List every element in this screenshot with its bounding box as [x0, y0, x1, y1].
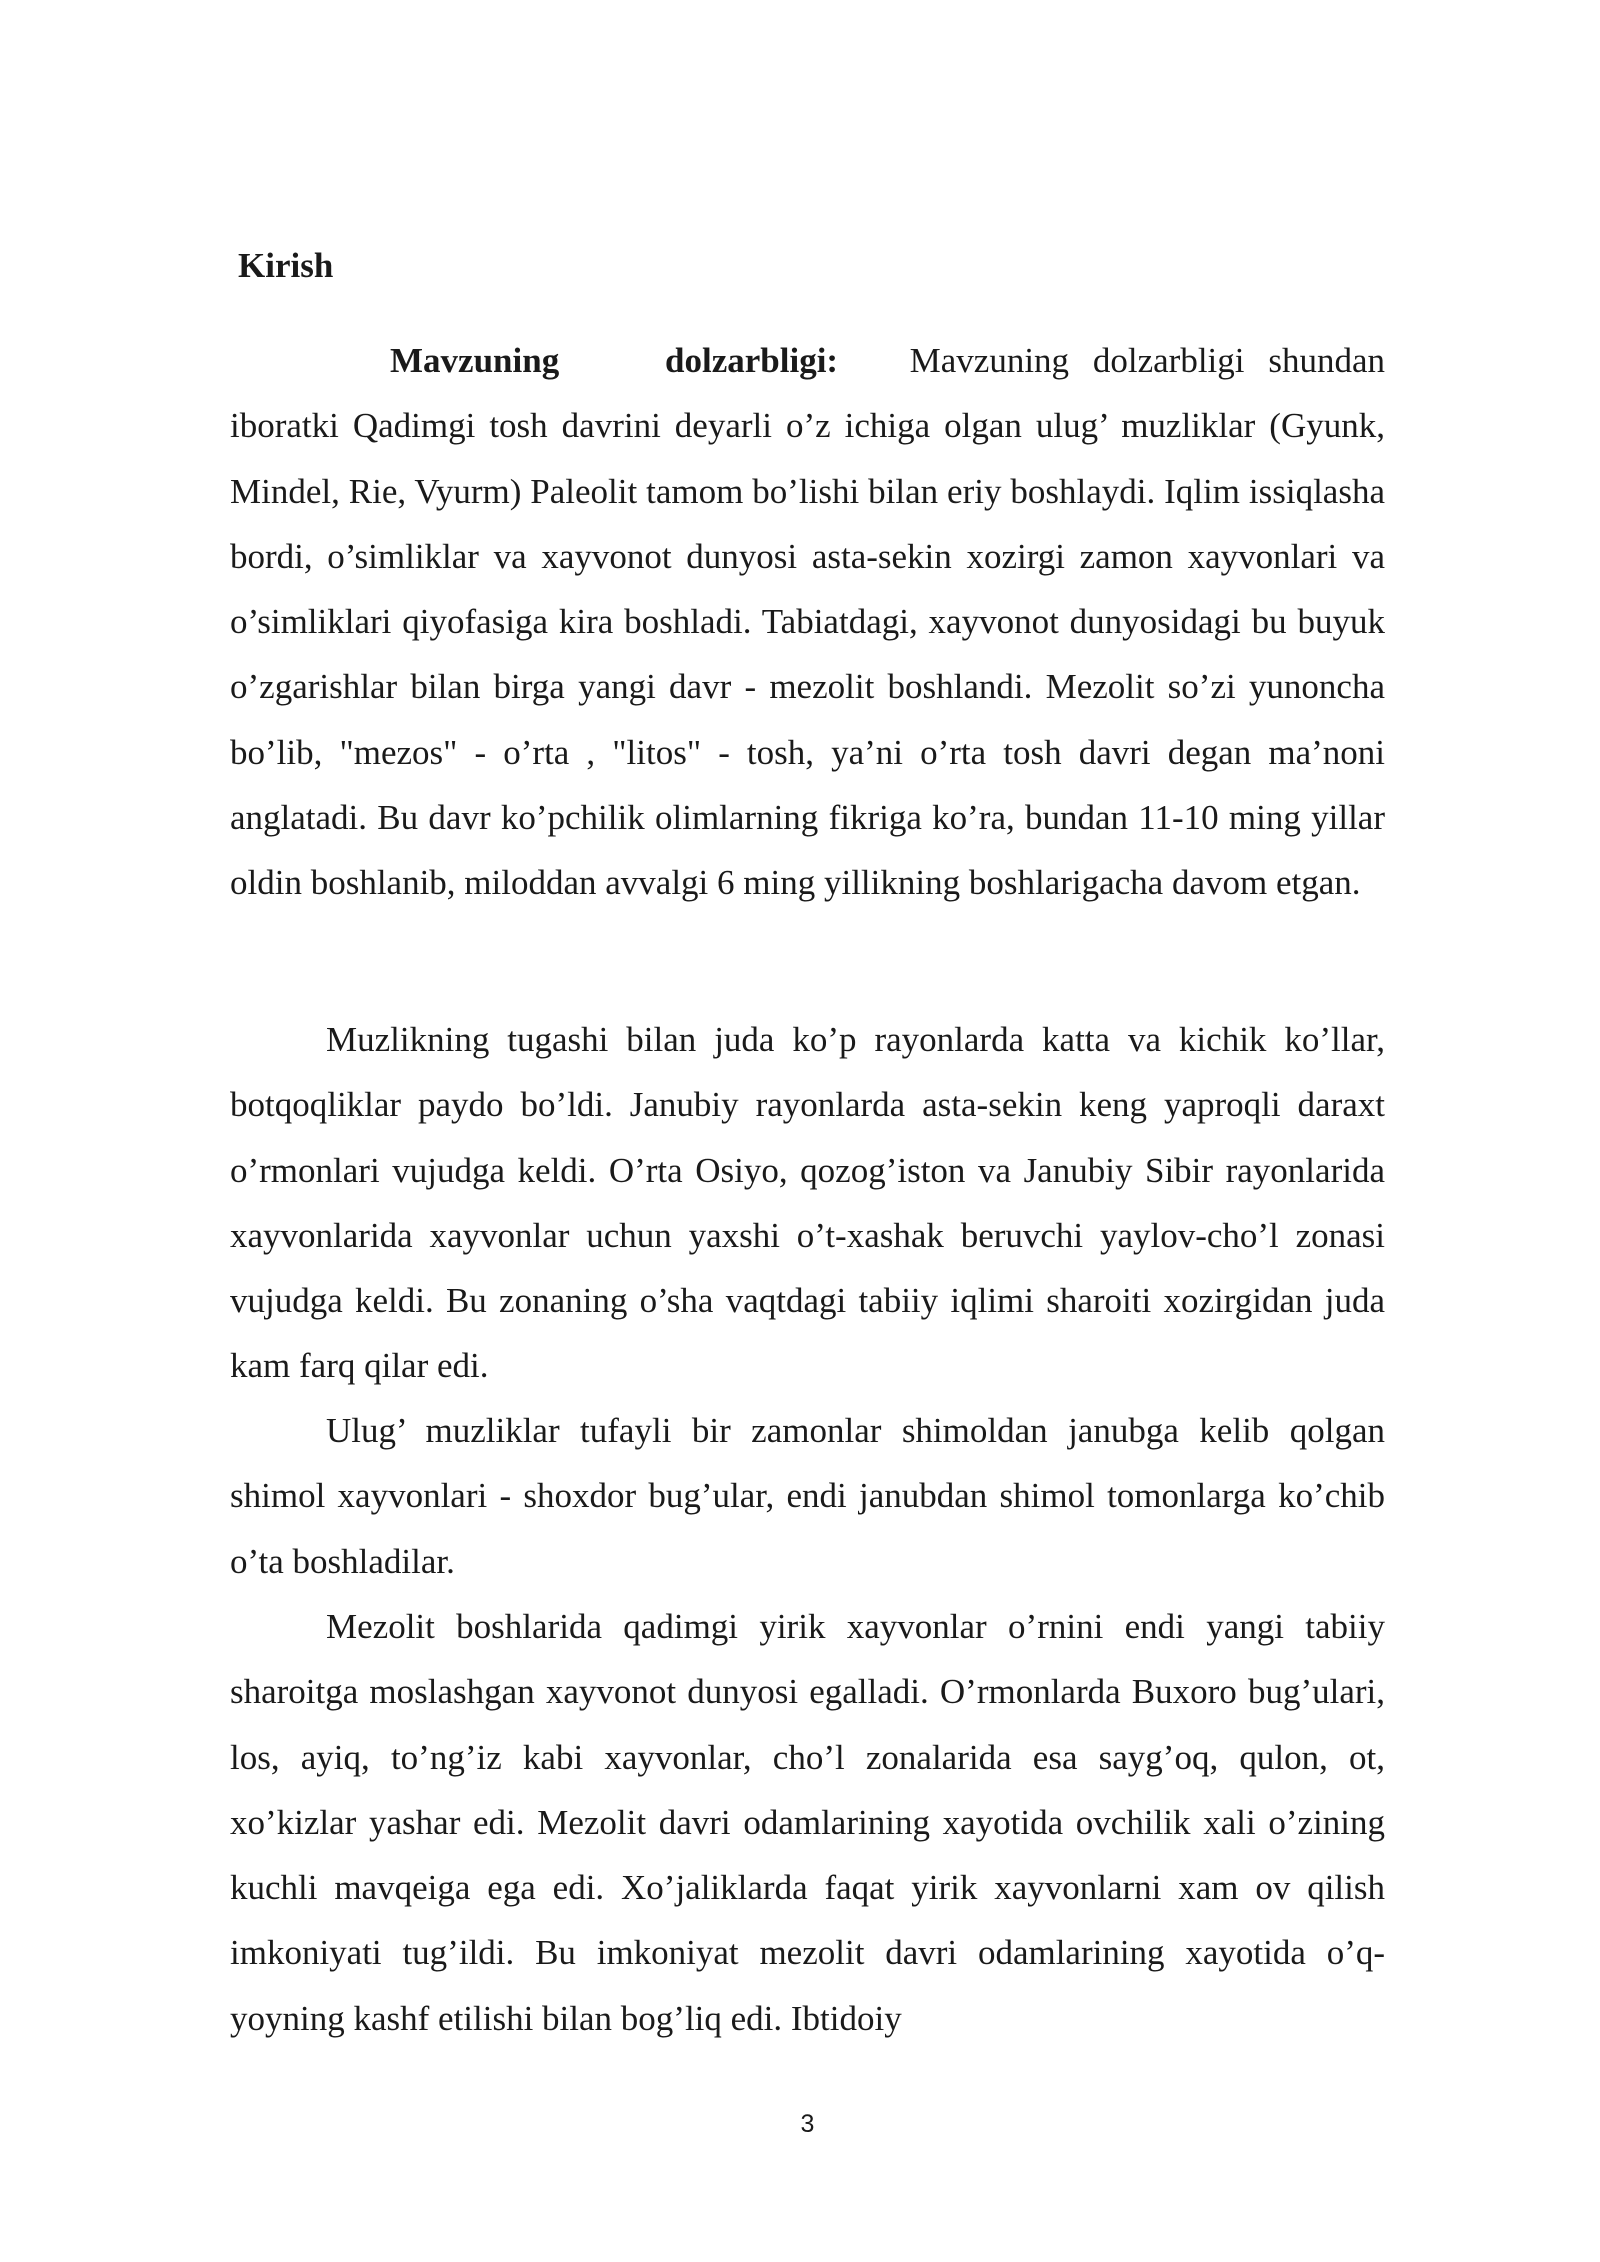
relevance-text: Mavzuning dolzarbligi shundan iboratki Qadimgi tosh davrini deyarli o’z ichiga olgan ulug’ muzliklar (Gyunk, Mindel, Rie, Vyurm) Paleolit tamom bo’lishi bilan eriy boshlaydi. Iqlim issiqlasha bordi, o’simliklar va xayvonot dunyosi asta-sekin xozirgi zamon xayvonlari va o’simliklari qiyofasiga kira boshladi. Tabiatdagi, xayvonot dunyosidagi bu buyuk o’zgarishlar bilan birga yangi davr - mezolit boshlandi. Mezolit so’zi yunoncha bo’lib, "mezos" - o’rta , "litos" - tosh, ya’ni o’rta tosh davri degan ma’noni anglatadi. Bu davr ko’pchilik olimlarning fikriga ko’ra, bundan 11-10 ming yillar oldin boshlanib, miloddan avvalgi 6 ming yillikning boshlarigacha davom etgan.: [230, 341, 1385, 903]
relevance-lead: Mavzuning dolzarbligi:: [390, 341, 839, 380]
paragraph-northern-animals: Ulug’ muzliklar tufayli bir zamonlar shimoldan janubga kelib qolgan shimol xayvonlari - shoxdor bug’ular, endi janubdan shimol tomonlarga ko’chib o’ta boshladilar.: [230, 1411, 1385, 1581]
page-number: 3: [800, 2110, 815, 2138]
document-page: [230, 0, 1385, 2262]
section-heading: Kirish: [238, 246, 334, 285]
paragraph-mesolithic-fauna: Mezolit boshlarida qadimgi yirik xayvonlar o’rnini endi yangi tabiiy sharoitga moslashgan xayvonot dunyosi egalladi. O’rmonlarda Buxoro bug’ulari, los, ayiq, to’ng’iz kabi xayvonlar, cho’l zonalarida esa sayg’oq, qulon, ot, xo’kizlar yashar edi. Mezolit davri odamlarining xayotida ovchilik xali o’zining kuchli mavqeiga ega edi. Xo’jaliklarda faqat yirik xayvonlarni xam ov qilish imkoniyati tug’ildi. Bu imkoniyat mezolit davri odamlarining xayotida o’q-yoyning kashf etilishi bilan bog’liq edi. Ibtidoiy: [230, 1607, 1385, 2038]
paragraph-glacier-end: Muzlikning tugashi bilan juda ko’p rayonlarda katta va kichik ko’llar, botqoqliklar paydo bo’ldi. Janubiy rayonlarda asta-sekin keng yaproqli daraxt o’rmonlari vujudga keldi. O’rta Osiyo, qozog’iston va Janubiy Sibir rayonlarida xayvonlarida xayvonlar uchun yaxshi o’t-xashak beruvchi yaylov-cho’l zonasi vujudga keldi. Bu zonaning o’sha vaqtdagi tabiiy iqlimi sharoiti xozirgidan juda kam farq qilar edi.: [230, 1020, 1385, 1386]
paragraph-relevance: [230, 328, 1385, 916]
